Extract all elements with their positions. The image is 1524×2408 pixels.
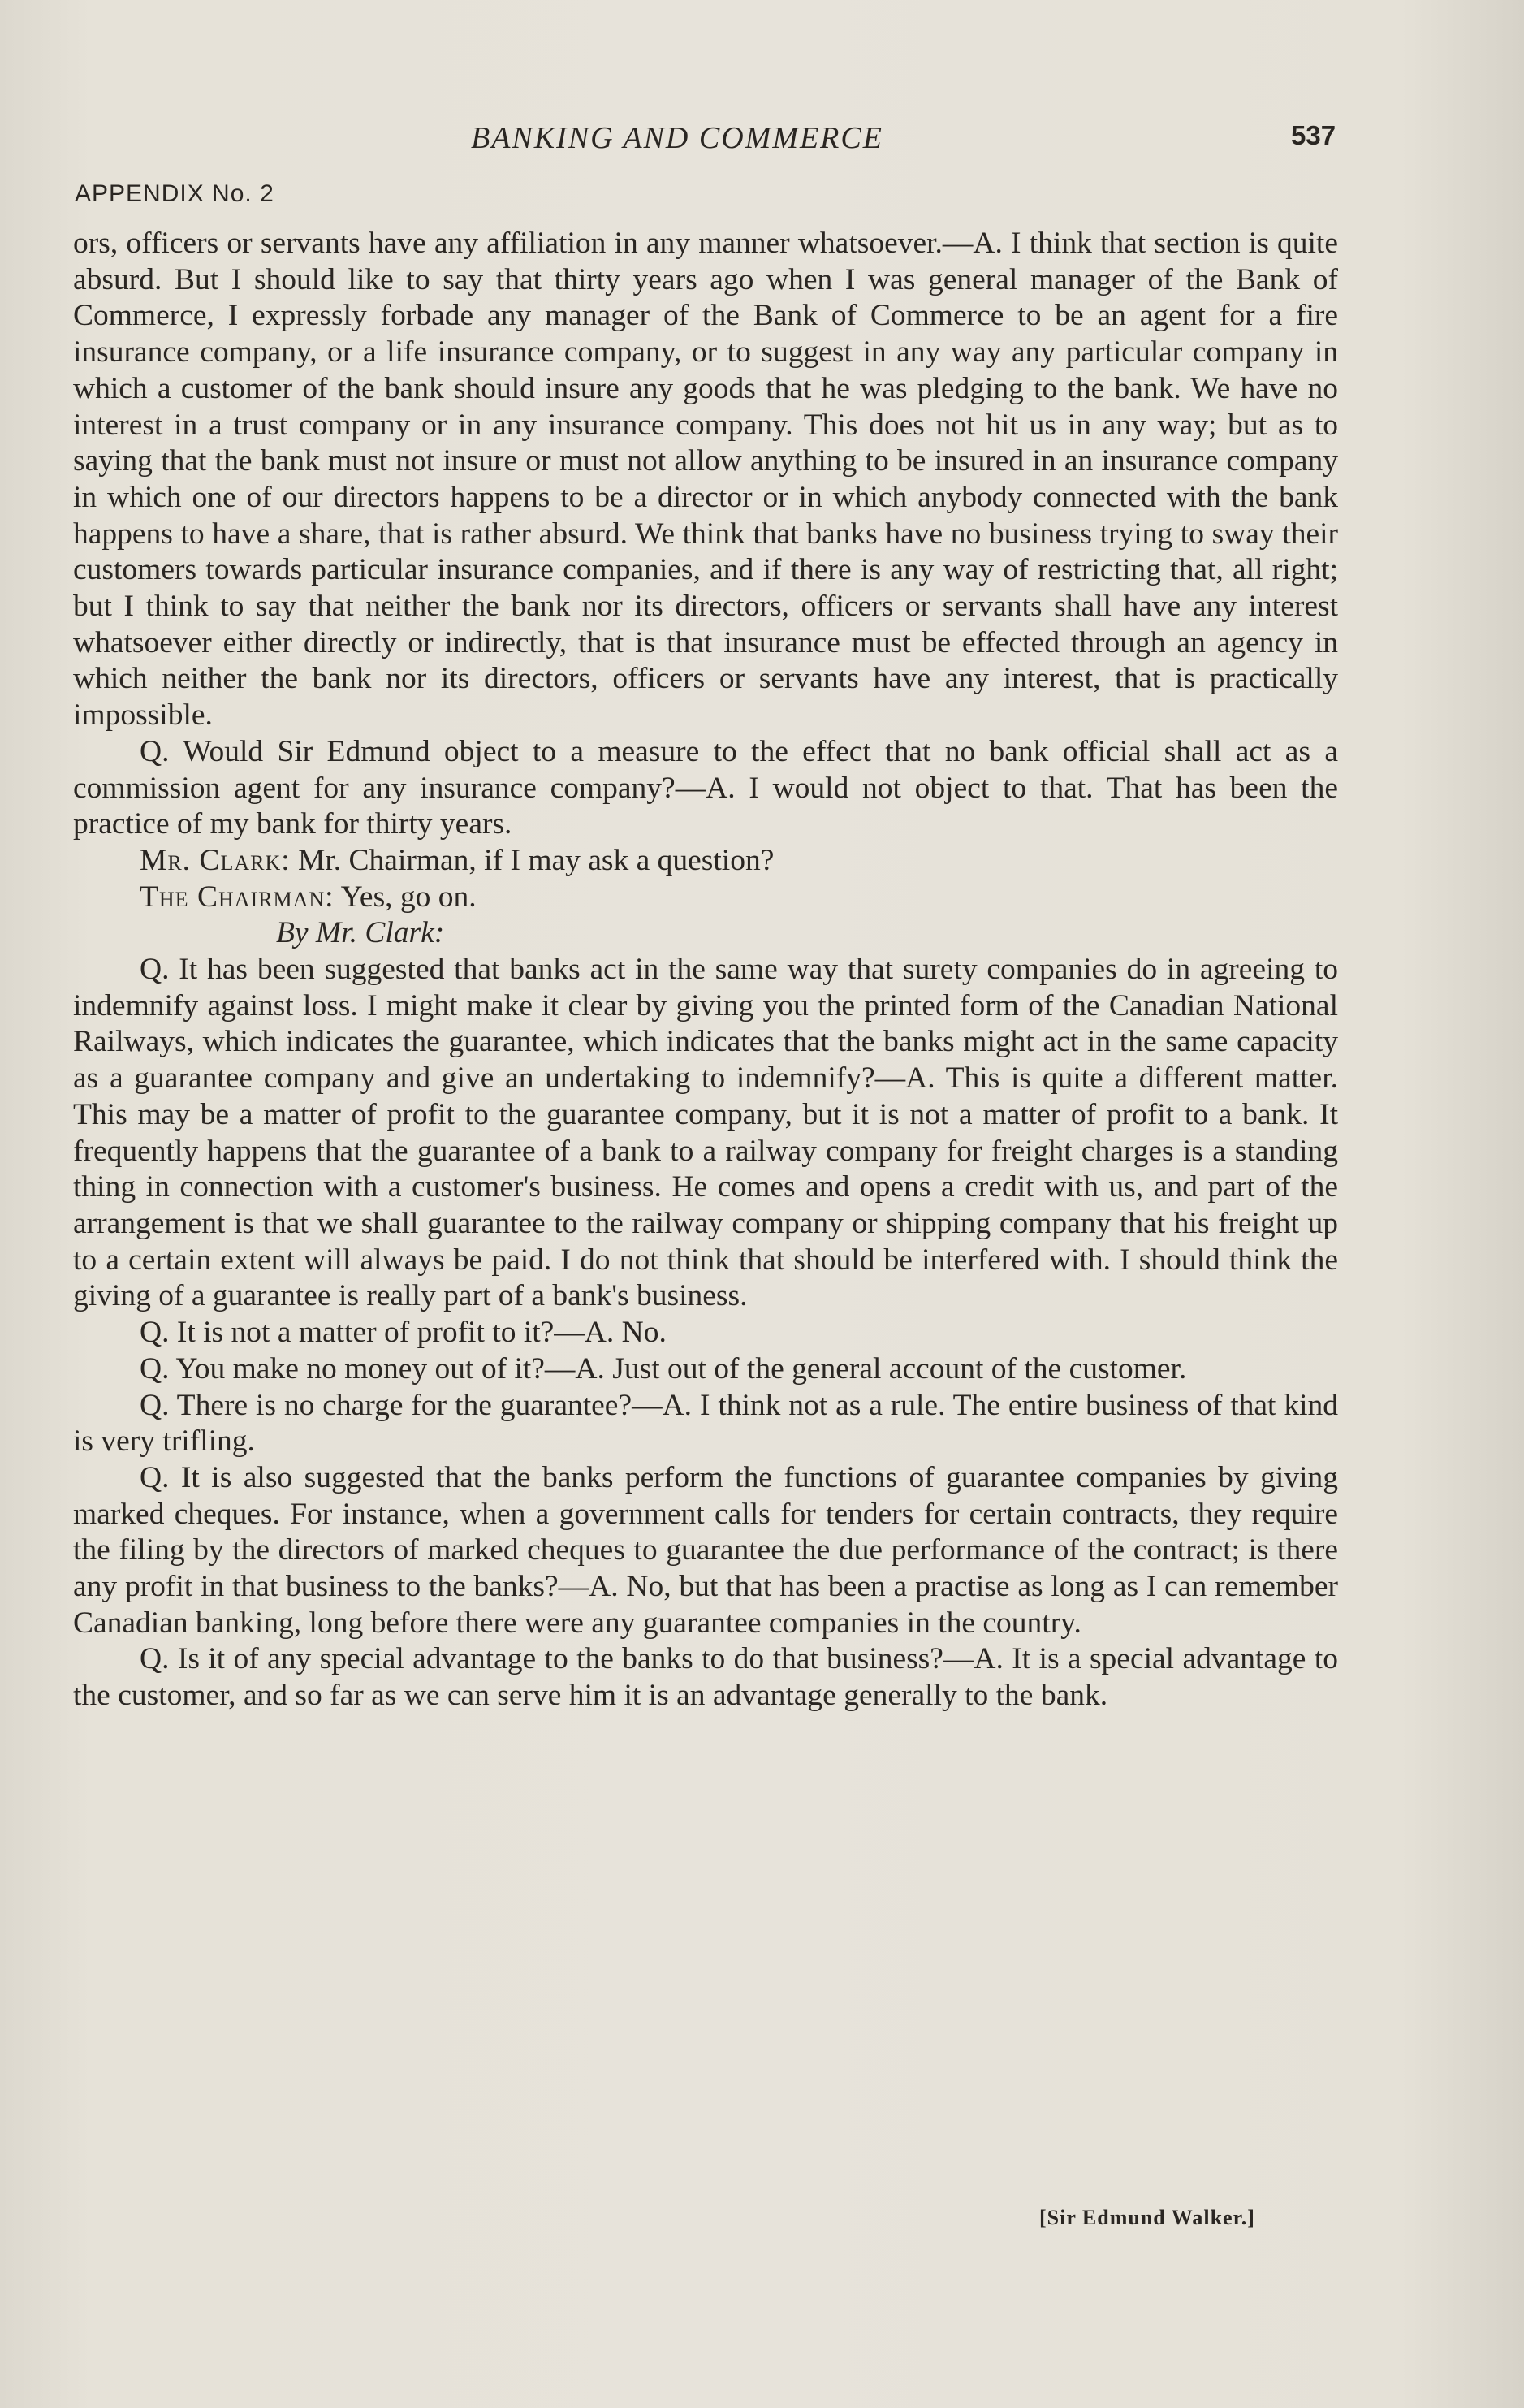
body-text xyxy=(73,226,1338,1714)
witness-signature: [Sir Edmund Walker.] xyxy=(1039,2206,1255,2229)
paragraph-question: Q. It is not a matter of profit to it?—A. No. xyxy=(140,1316,667,1350)
speaker-name: Mr. Clark: xyxy=(140,843,291,877)
speaker-text: Yes, go on. xyxy=(334,880,477,914)
running-head xyxy=(0,120,1524,161)
paragraph-question: Q. It is also suggested that the banks perform the functions of guarantee companies by giving marked cheques. For instance, when a government calls for tenders for certain contracts, they require the filing by the directors of marked cheques to guarantee the due performance of the contract; is there any profit in that business to the banks?—A. No, but that has been a practise as long as I can remember Canadian banking, long before there were any guarantee companies in the country. xyxy=(73,1460,1338,1640)
paragraph-speaker-clark xyxy=(73,843,1338,880)
examiner-subhead: By Mr. Clark: xyxy=(276,916,445,950)
running-title: BANKING AND COMMERCE xyxy=(471,121,883,155)
paragraph-question: Q. There is no charge for the guarantee?—A. I think not as a rule. The entire business of that kind is very trifling. xyxy=(73,1388,1338,1459)
paragraph-question: Q. It has been suggested that banks act in the same way that surety companies do in agreeing to indemnify against loss. I might make it clear by giving you the printed form of the Canadian National Railways, which indicates the guarantee, which indicates that the banks might act in the same capacity as a guarantee company and give an undertaking to indemnify?—A. This is quite a different matter. This may be a matter of profit to the guarantee company, but it is not a matter of profit to a bank. It frequently happens that the guarantee of a bank to a railway company for freight charges is a standing thing in connection with a customer's business. He comes and opens a credit with us, and part of the arrangement is that we shall guarantee to the railway company or shipping company that his freight up to a certain extent will always be paid. I do not think that should be interfered with. I should think the giving of a guarantee is really part of a bank's business. xyxy=(73,953,1338,1313)
paragraph-question: Q. Is it of any special advantage to the banks to do that business?—A. It is a special advantage to the customer, and so far as we can serve him it is an advantage generally to the bank. xyxy=(73,1642,1338,1713)
paragraph-question: Q. You make no money out of it?—A. Just out of the general account of the customer. xyxy=(140,1351,1187,1386)
speaker-text: Mr. Chairman, if I may ask a question? xyxy=(290,843,775,877)
paragraph-question: Q. Would Sir Edmund object to a measure to the effect that no bank official shall act as a commission agent for any insurance company?—A. I would not object to that. That has been the practice of my bank for thirty years. xyxy=(73,734,1338,841)
paragraph-continuation: ors, officers or servants have any affiliation in any manner whatsoever.—A. I think that section is quite absurd. But I should like to say that thirty years ago when I was general manager of the Bank of Commerce, I expressly forbade any manager of the Bank of Commerce to be an agent for a fire insurance company, or a life insurance company, or to suggest in any way any particular company in which a customer of the bank should insure any goods that he was pledging to the bank. We have no interest in a trust company or in any insurance company. This does not hit us in any way; but as to saying that the bank must not insure or must not allow anything to be insured in an insurance company in which one of our directors happens to be a director or in which anybody connected with the bank happens to have a share, that is rather absurd. We think that banks have no business trying to sway their customers towards particular insurance companies, and if there is any way of restricting that, all right; but I think to say that neither the bank nor its directors, officers or servants shall have any interest whatsoever either directly or indirectly, that is that insurance must be effected through an agency in which neither the bank nor its directors, officers or servants have any interest, that is practically impossible. xyxy=(73,227,1338,733)
paragraph-speaker-chairman xyxy=(73,880,1338,916)
speaker-name: The Chairman: xyxy=(140,880,335,914)
appendix-label: APPENDIX No. 2 xyxy=(75,180,274,207)
page-number: 537 xyxy=(1291,120,1336,150)
